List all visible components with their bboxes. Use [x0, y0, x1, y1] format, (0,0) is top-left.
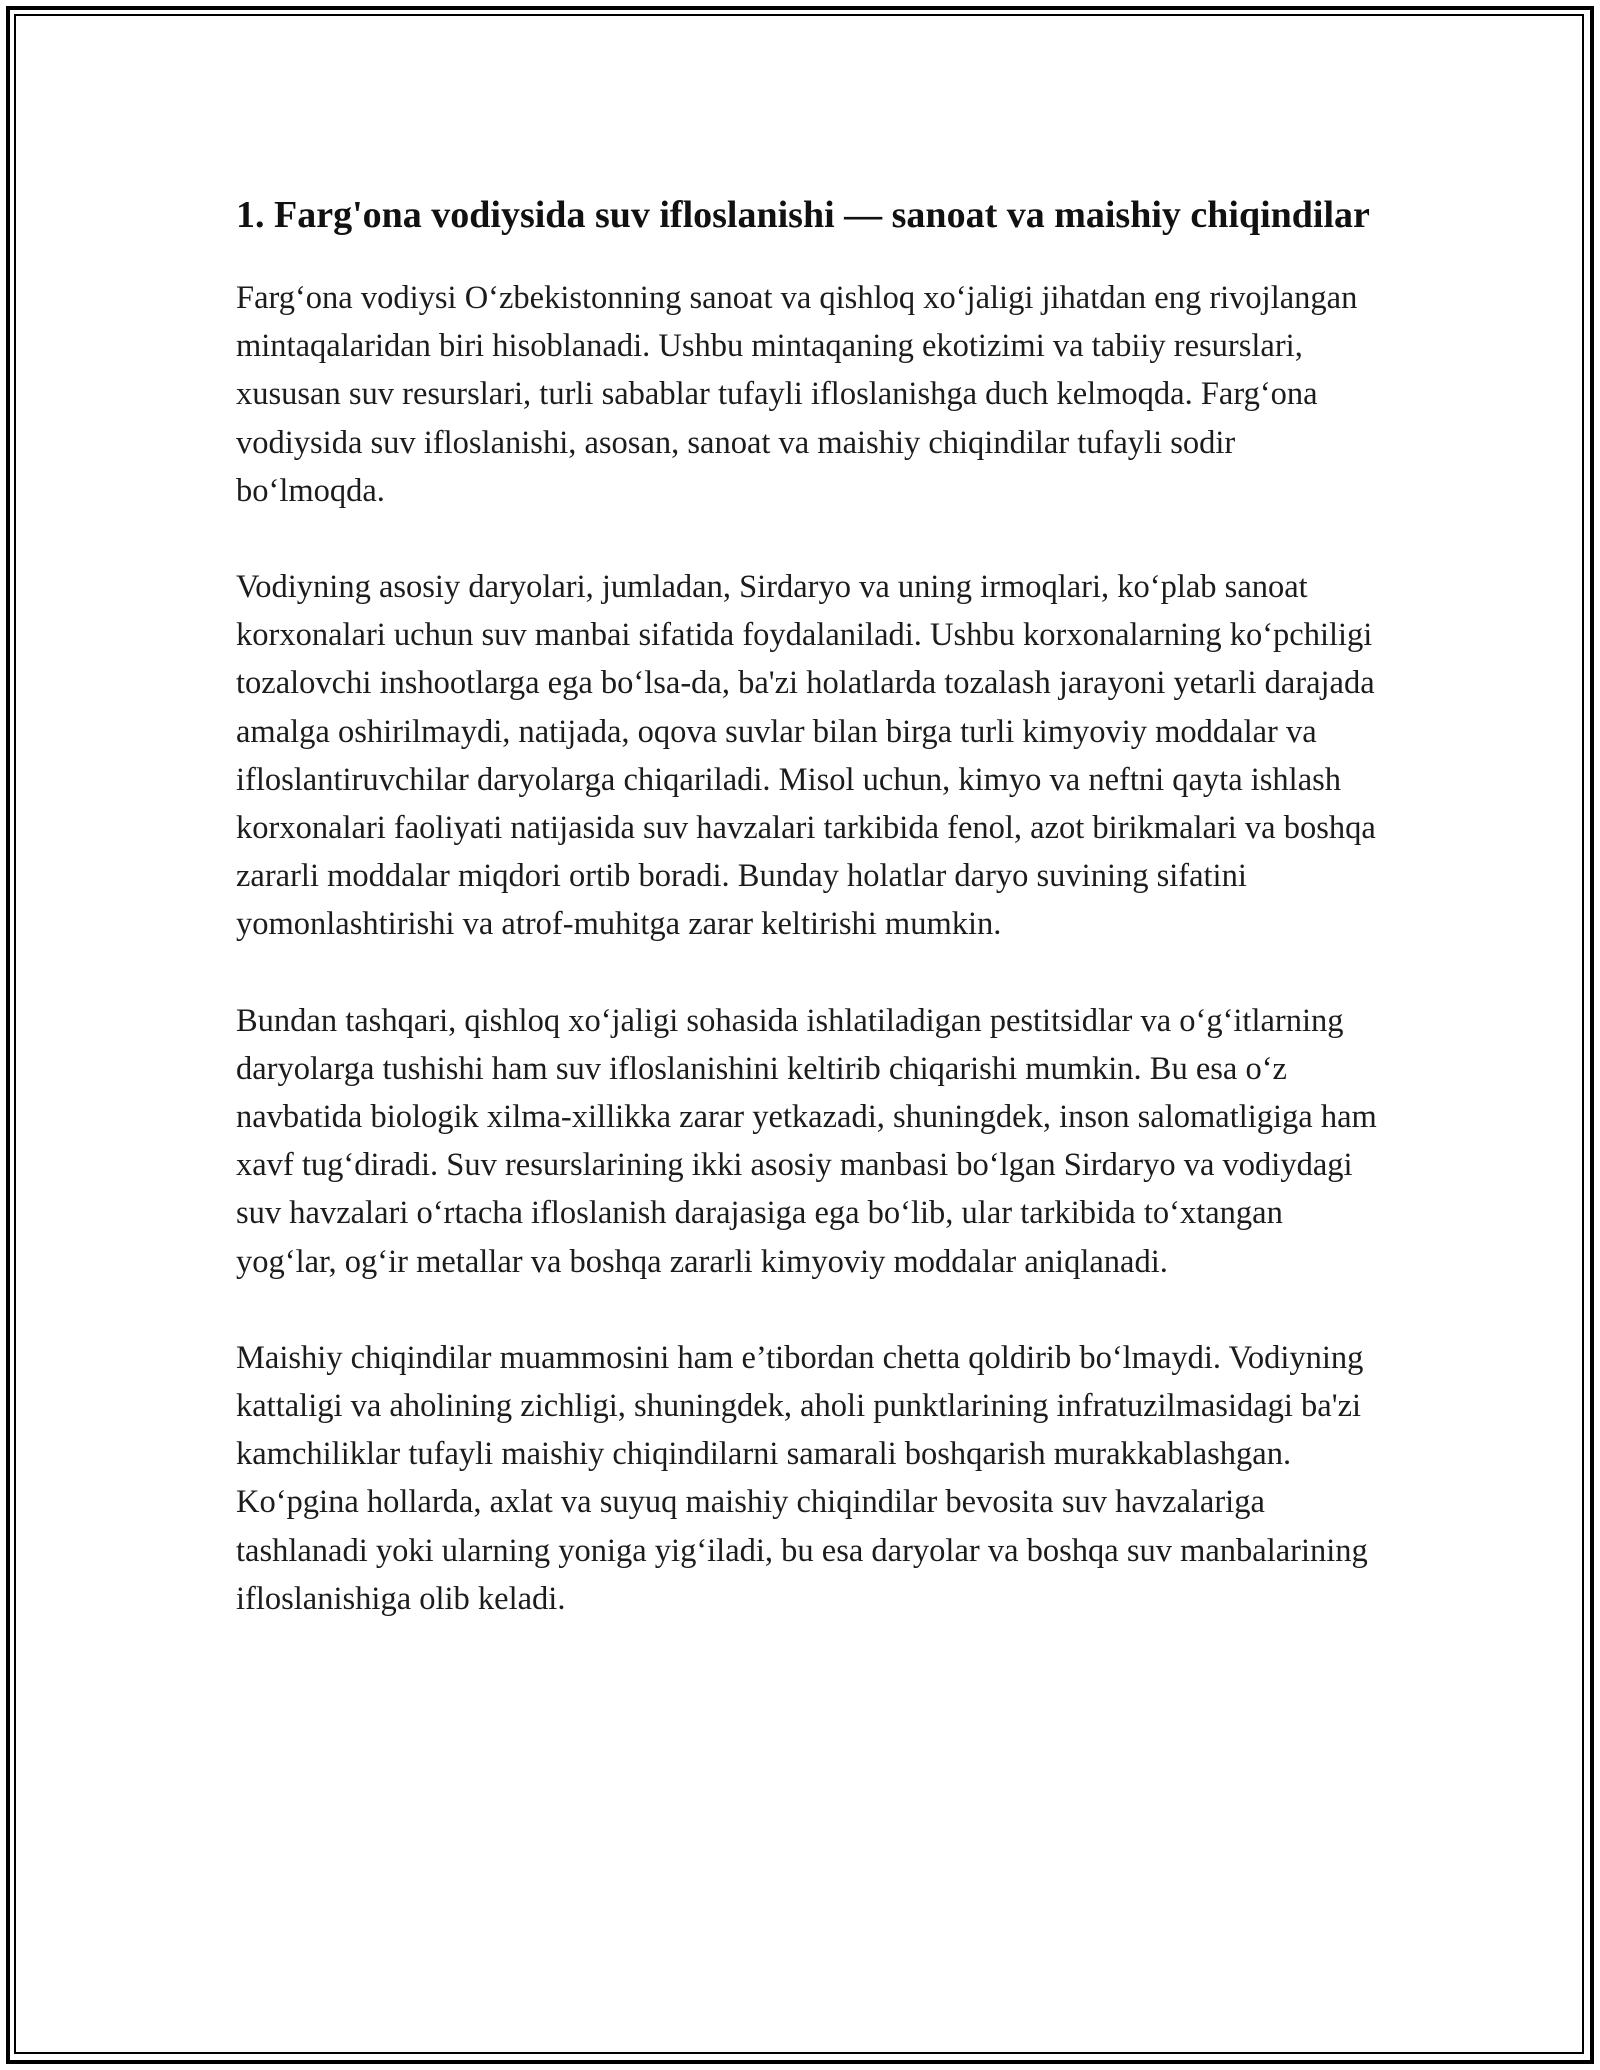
paragraph-industrial-pollution: Vodiyning asosiy daryolari, jumladan, Sirdaryo va uning irmoqlari, ko‘plab sanoat korxonalari uchun suv manbai sifatida foydalaniladi. Ushbu korxonalarning ko‘pchiligi tozalovchi inshootlarga ega bo‘lsa-da, ba'zi holatlarda tozalash jarayoni yetarli darajada amalga oshirilmaydi, natijada, oqova suvlar bilan birga turli kimyoviy moddalar va ifloslantiruvchilar daryolarga chiqariladi. Misol uchun, kimyo va neftni qayta ishlash korxonalari faoliyati natijasida suv havzalari tarkibida fenol, azot birikmalari va boshqa zararli moddalar miqdori ortib boradi. Bunday holatlar daryo suvining sifatini yomonlashtirishi va atrof-muhitga zarar keltirishi mumkin. [236, 569, 1376, 943]
paragraph-household-waste: Maishiy chiqindilar muammosini ham e’tibordan chetta qoldirib bo‘lmaydi. Vodiyning kattaligi va aholining zichligi, shuningdek, aholi punktlarining infratuzilmasidagi ba'zi kamchiliklar tufayli maishiy chiqindilarni samarali boshqarish murakkablashgan. Ko‘pgina hollarda, axlat va suyuq maishiy chiqindilar bevosita suv havzalariga tashlanadi yoki ularning yoniga yig‘iladi, bu esa daryolar va boshqa suv manbalarining ifloslanishiga olib keladi. [236, 1339, 1368, 1617]
document-body [236, 188, 1386, 1671]
paragraph-intro: Farg‘ona vodiysi O‘zbekistonning sanoat va qishloq xo‘jaligi jihatdan eng rivojlangan mintaqalaridan biri hisoblanadi. Ushbu mintaqaning ekotizimi va tabiiy resurslari, xususan suv resurslari, turli sabablar tufayli ifloslanishga duch kelmoqda. Farg‘ona vodiysida suv ifloslanishi, asosan, sanoat va maishiy chiqindilar tufayli sodir bo‘lmoqda. [236, 280, 1358, 509]
section-heading: 1. Farg'ona vodiysida suv ifloslanishi — sanoat va maishiy chiqindilar [236, 194, 1370, 236]
paragraph-agricultural-pollution: Bundan tashqari, qishloq xo‘jaligi sohasida ishlatiladigan pestitsidlar va o‘g‘itlarning daryolarga tushishi ham suv ifloslanishini keltirib chiqarishi mumkin. Bu esa o‘z navbatida biologik xilma-xillikka zarar yetkazadi, shuningdek, inson salomatligiga ham xavf tug‘diradi. Suv resurslarining ikki asosiy manbasi bo‘lgan Sirdaryo va vodiydagi suv havzalari o‘rtacha ifloslanish darajasiga ega bo‘lib, ular tarkibida to‘xtangan yog‘lar, og‘ir metallar va boshqa zararli kimyoviy moddalar aniqlanadi. [236, 1002, 1377, 1280]
